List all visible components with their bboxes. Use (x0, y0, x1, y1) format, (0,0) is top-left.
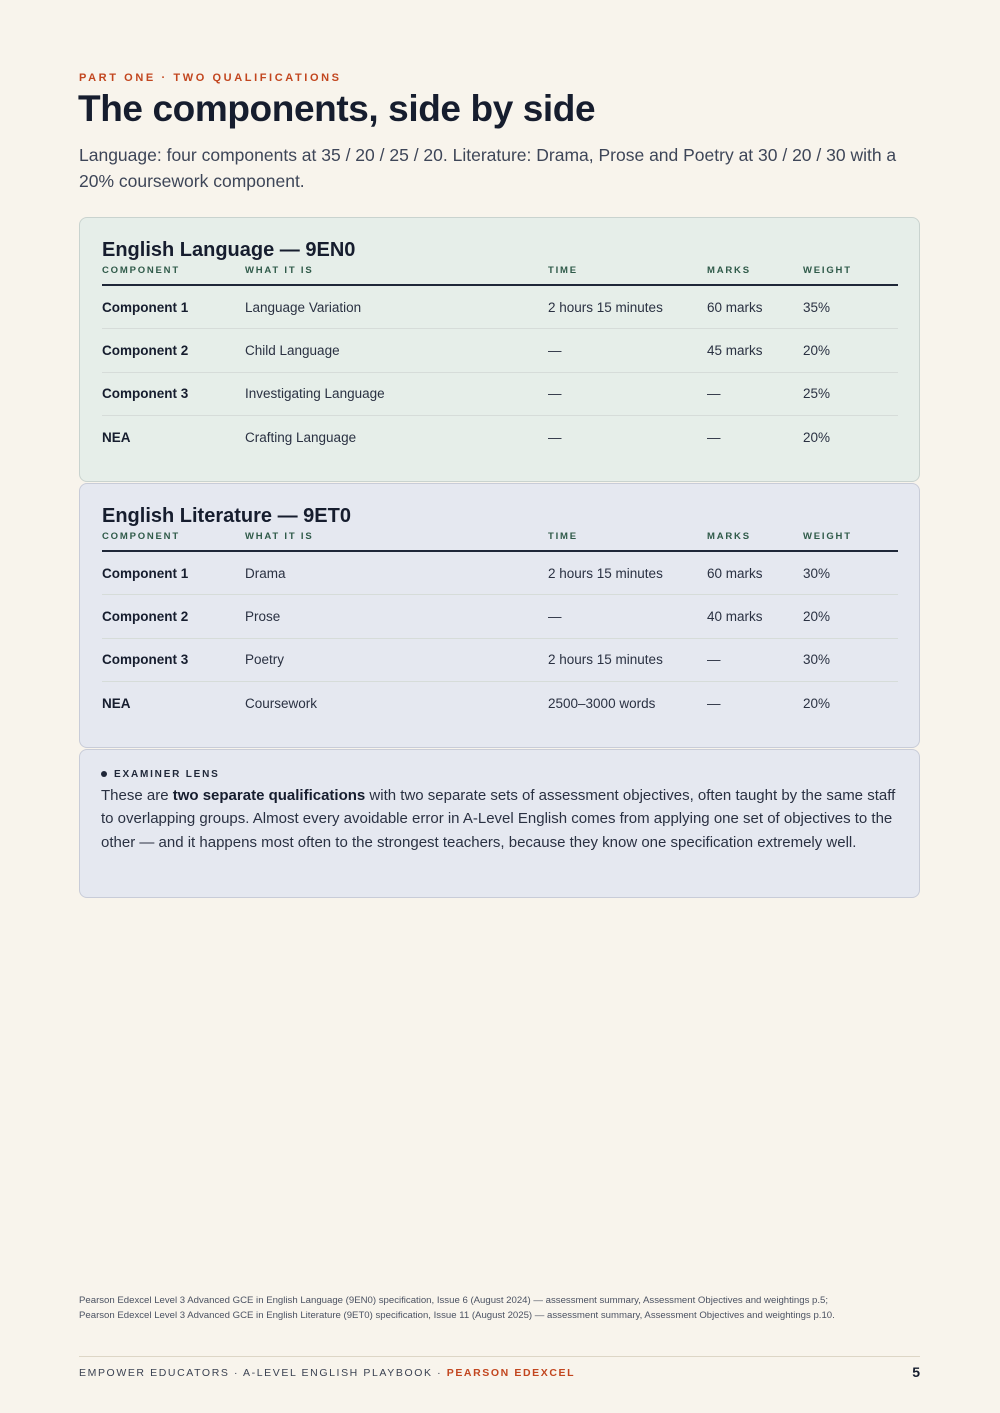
cell-what-it-is: Investigating Language (245, 372, 548, 416)
cell-marks: 60 marks (707, 285, 803, 329)
header-what-it-is: WHAT IT IS (245, 265, 548, 285)
cell-what-it-is: Coursework (245, 696, 318, 712)
header-what-it-is: WHAT IT IS (245, 531, 548, 551)
cell-time: — (548, 329, 707, 373)
cell-time: 2 hours 15 minutes (548, 285, 707, 329)
header-time: TIME (548, 265, 707, 285)
cell-what-it-is: Poetry (245, 638, 548, 682)
header-component: COMPONENT (102, 265, 245, 285)
cell-time: 2 hours 15 minutes (548, 551, 707, 595)
section-eyebrow: PART ONE · TWO QUALIFICATIONS (79, 72, 342, 84)
table-header-row (102, 531, 898, 551)
cell-weight: 20% (803, 329, 898, 373)
table-row (102, 372, 898, 416)
cell-component: Component 2 (102, 329, 245, 373)
english-language-panel (79, 217, 920, 482)
table-row (102, 329, 898, 373)
page-number: 5 (912, 1364, 920, 1380)
cell-component: Component 1 (102, 285, 245, 329)
cell-weight: 20% (803, 430, 831, 446)
cell-time: — (548, 595, 707, 639)
cell-time: 2500–3000 words (548, 696, 656, 712)
table-header-row (102, 265, 898, 285)
cell-time: — (548, 430, 562, 446)
cell-marks: — (707, 638, 803, 682)
cell-weight: 20% (803, 696, 831, 712)
cell-component: Component 3 (102, 638, 245, 682)
cell-weight: 30% (803, 551, 898, 595)
english-literature-panel (79, 483, 920, 748)
english-literature-table (102, 531, 898, 725)
footer-divider (79, 1356, 920, 1357)
header-component: COMPONENT (102, 531, 245, 551)
table-row (102, 638, 898, 682)
cell-marks: 60 marks (707, 551, 803, 595)
cell-component: NEA (102, 696, 131, 712)
cell-marks: — (707, 372, 803, 416)
cell-time: 2 hours 15 minutes (548, 638, 707, 682)
cell-what-it-is: Child Language (245, 329, 548, 373)
cell-weight: 30% (803, 638, 898, 682)
page-title: The components, side by side (78, 88, 596, 129)
cell-what-it-is: Language Variation (245, 285, 548, 329)
panel-title: English Language — 9EN0 (102, 239, 356, 261)
callout-text-before: These are (101, 787, 173, 804)
page-subtitle: Language: four components at 35 / 20 / 25 / 20. Literature: Drama, Prose and Poetry at 30 / 20 / 30 with a 20% coursework component. (79, 145, 897, 191)
cell-component: Component 1 (102, 551, 245, 595)
callout-body (101, 784, 898, 854)
cell-component: Component 2 (102, 595, 245, 639)
footer-brand: PEARSON EDEXCEL (446, 1367, 576, 1379)
cell-marks: — (707, 696, 721, 712)
callout-emphasis: two separate qualifications (172, 787, 366, 804)
header-weight: WEIGHT (803, 531, 898, 551)
cell-marks: — (707, 430, 721, 446)
panel-title: English Literature — 9ET0 (102, 505, 351, 527)
bullet-dot-icon (101, 771, 107, 777)
cell-time: — (548, 372, 707, 416)
footer-series: EMPOWER EDUCATORS · A-LEVEL ENGLISH PLAYBOOK · (79, 1367, 447, 1379)
table-row (102, 551, 898, 595)
source-footnotes (79, 1293, 939, 1323)
cell-weight: 35% (803, 285, 898, 329)
table-row (102, 416, 898, 460)
footer-running-title (79, 1367, 575, 1379)
header-marks: MARKS (707, 531, 803, 551)
callout-text-after: with two separate sets of assessment objectives, often taught by the same staff to overlapping groups. Almost every avoidable error in A-Level English comes from applying one set of objectives to the other — and it happens most often to the strongest teachers, because they know one specification extremely well. (101, 787, 896, 851)
table-row (102, 595, 898, 639)
cell-what-it-is: Prose (245, 595, 548, 639)
header-weight: WEIGHT (803, 265, 898, 285)
cell-component: Component 3 (102, 372, 245, 416)
cell-weight: 25% (803, 372, 898, 416)
footnote-line: Pearson Edexcel Level 3 Advanced GCE in English Literature (9ET0) specification, Issue 11 (August 2025) — assessment summary, Assessment Objectives and weightings p.10. (79, 1310, 835, 1321)
cell-what-it-is: Drama (245, 551, 548, 595)
examiner-lens-callout (79, 749, 920, 898)
cell-marks: 45 marks (707, 329, 803, 373)
cell-marks: 40 marks (707, 595, 803, 639)
header-marks: MARKS (707, 265, 803, 285)
cell-weight: 20% (803, 595, 898, 639)
english-language-table (102, 265, 898, 459)
footnote-line: Pearson Edexcel Level 3 Advanced GCE in English Language (9EN0) specification, Issue 6 (August 2024) — assessment summary, Assessment Objectives and weightings p.5; (79, 1295, 829, 1306)
table-row (102, 285, 898, 329)
cell-component: NEA (102, 430, 131, 446)
callout-label (101, 768, 898, 780)
table-row (102, 682, 898, 726)
callout-label-text: EXAMINER LENS (114, 768, 220, 780)
cell-what-it-is: Crafting Language (245, 430, 357, 446)
header-time: TIME (548, 531, 707, 551)
